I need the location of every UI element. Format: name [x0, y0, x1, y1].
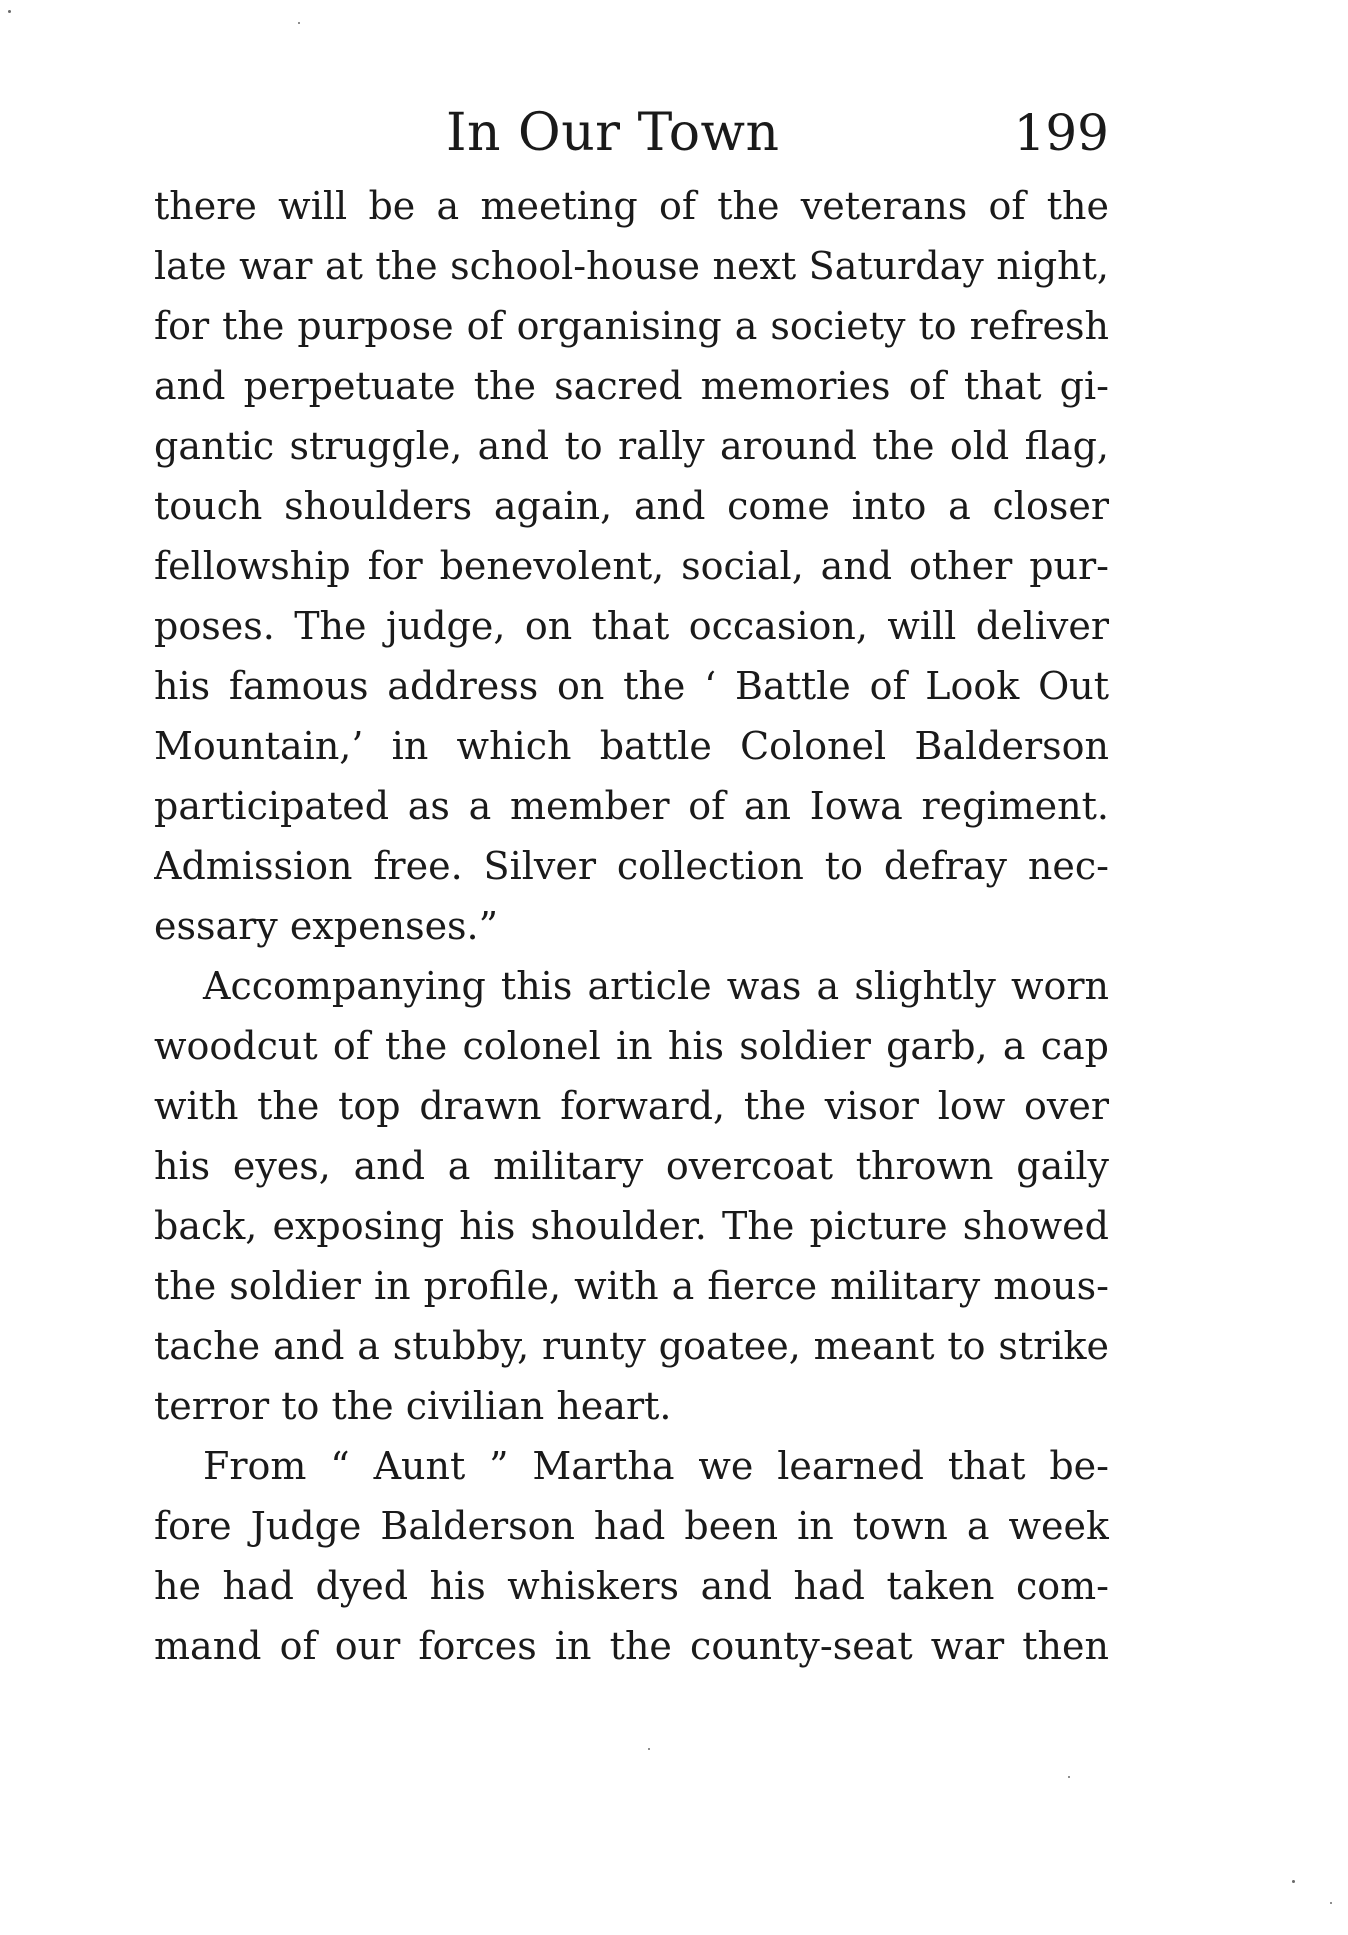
body-text — [154, 176, 1109, 1676]
text-line: there will be a meeting of the veterans of the — [154, 184, 1109, 228]
text-line: Admission free. Silver collection to defray nec- — [154, 844, 1109, 888]
running-head — [154, 98, 1109, 168]
text-line: mand of our forces in the county-seat war then — [154, 1624, 1109, 1668]
paper-speck — [1068, 1776, 1070, 1778]
text-line: Mountain,’ in which battle Colonel Balderson — [154, 724, 1109, 768]
text-line: terror to the civilian heart. — [154, 1384, 672, 1428]
paper-speck — [648, 1748, 650, 1750]
text-line: his famous address on the ‘ Battle of Look Out — [154, 664, 1109, 708]
text-line: fore Judge Balderson had been in town a week — [154, 1504, 1109, 1548]
text-line: participated as a member of an Iowa regiment. — [154, 784, 1109, 828]
text-line: From “ Aunt ” Martha we learned that be- — [203, 1444, 1109, 1488]
running-title: In Our Town — [446, 103, 780, 163]
text-line: gantic struggle, and to rally around the old flag, — [154, 424, 1109, 468]
text-line: and perpetuate the sacred memories of that gi- — [154, 364, 1109, 408]
paper-speck — [8, 10, 11, 13]
text-line: woodcut of the colonel in his soldier garb, a cap — [154, 1024, 1109, 1068]
text-line: essary expenses.” — [154, 904, 499, 948]
text-line: for the purpose of organising a society to refresh — [154, 304, 1109, 348]
text-line: tache and a stubby, runty goatee, meant to strike — [154, 1324, 1109, 1368]
paper-speck — [1330, 1902, 1332, 1904]
text-line: with the top drawn forward, the visor low over — [154, 1084, 1109, 1128]
paper-speck — [298, 22, 300, 24]
page-number: 199 — [1013, 104, 1109, 162]
text-line: he had dyed his whiskers and had taken com- — [154, 1564, 1109, 1608]
text-line: the soldier in profile, with a fierce military mous- — [154, 1264, 1109, 1308]
text-line: late war at the school-house next Saturday night, — [154, 244, 1109, 288]
text-line: back, exposing his shoulder. The picture showed — [154, 1204, 1109, 1248]
text-line: Accompanying this article was a slightly worn — [203, 964, 1109, 1008]
text-line: poses. The judge, on that occasion, will deliver — [154, 604, 1109, 648]
text-line: fellowship for benevolent, social, and other pur- — [154, 544, 1109, 588]
paper-speck — [1292, 1880, 1295, 1883]
text-line: touch shoulders again, and come into a closer — [154, 484, 1109, 528]
text-line: his eyes, and a military overcoat thrown gaily — [154, 1144, 1109, 1188]
